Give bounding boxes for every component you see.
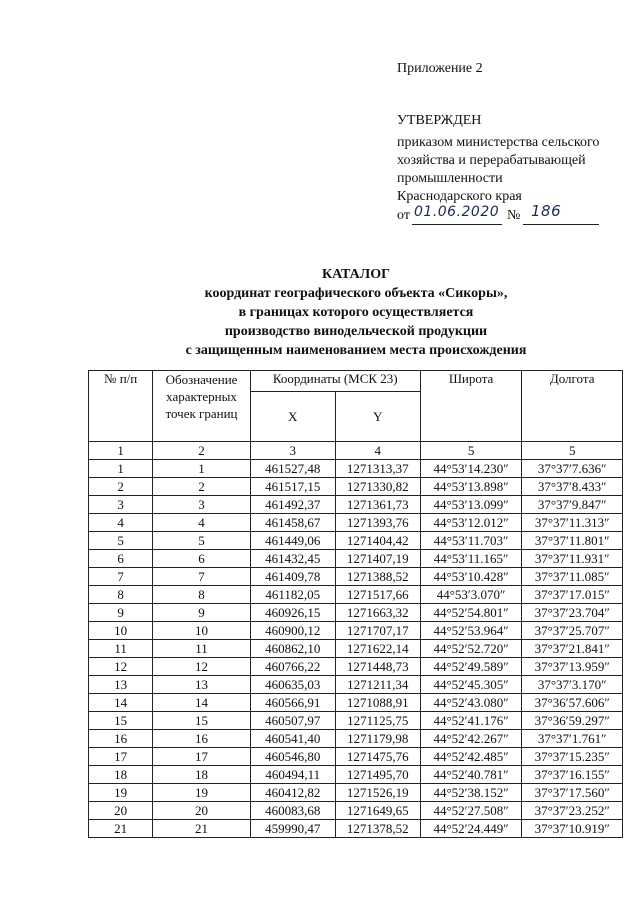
handwritten-number: 186 <box>531 202 562 220</box>
column-index: 4 <box>335 442 420 460</box>
row-number: 16 <box>89 730 153 748</box>
coord-x: 461527,48 <box>250 460 335 478</box>
coord-y: 1271448,73 <box>335 658 420 676</box>
row-number: 11 <box>89 640 153 658</box>
longitude: 37°37′3.170″ <box>522 676 623 694</box>
longitude: 37°37′11.313″ <box>522 514 623 532</box>
latitude: 44°53′10.428″ <box>420 568 522 586</box>
coord-x: 461517,15 <box>250 478 335 496</box>
row-number: 20 <box>89 802 153 820</box>
table-row <box>89 460 623 478</box>
row-number: 5 <box>89 532 153 550</box>
latitude: 44°53′13.099″ <box>420 496 522 514</box>
column-index: 3 <box>250 442 335 460</box>
header-y: Y <box>335 392 420 442</box>
row-number: 14 <box>89 694 153 712</box>
longitude: 37°37′11.085″ <box>522 568 623 586</box>
table-row <box>89 730 623 748</box>
latitude: 44°52′40.781″ <box>420 766 522 784</box>
longitude: 37°37′21.841″ <box>522 640 623 658</box>
latitude: 44°53′11.703″ <box>420 532 522 550</box>
heading-line: производство винодельческой продукции <box>224 324 488 339</box>
longitude: 37°37′7.636″ <box>522 460 623 478</box>
row-number: 21 <box>89 820 153 838</box>
row-number: 2 <box>89 478 153 496</box>
approved-title: УТВЕРЖДЕН <box>397 113 482 128</box>
latitude: 44°53′11.165″ <box>420 550 522 568</box>
coord-x: 461458,67 <box>250 514 335 532</box>
longitude: 37°37′23.252″ <box>522 802 623 820</box>
point-designation: 8 <box>153 586 250 604</box>
coord-y: 1271393,76 <box>335 514 420 532</box>
row-number: 19 <box>89 784 153 802</box>
latitude: 44°52′53.964″ <box>420 622 522 640</box>
table-row <box>89 820 623 838</box>
coord-y: 1271495,70 <box>335 766 420 784</box>
latitude: 44°53′12.012″ <box>420 514 522 532</box>
heading-line: с защищенным наименованием места происхождения <box>185 343 527 358</box>
row-number: 8 <box>89 586 153 604</box>
latitude: 44°52′38.152″ <box>420 784 522 802</box>
point-designation: 13 <box>153 676 250 694</box>
row-number: 12 <box>89 658 153 676</box>
row-number: 15 <box>89 712 153 730</box>
coord-y: 1271649,65 <box>335 802 420 820</box>
coord-y: 1271517,66 <box>335 586 420 604</box>
row-number: 18 <box>89 766 153 784</box>
longitude: 37°37′9.847″ <box>522 496 623 514</box>
longitude: 37°37′11.801″ <box>522 532 623 550</box>
appendix-label: Приложение 2 <box>397 61 483 76</box>
heading-line: в границах которого осуществляется <box>238 305 474 320</box>
longitude: 37°37′23.704″ <box>522 604 623 622</box>
coord-y: 1271663,32 <box>335 604 420 622</box>
longitude: 37°37′8.433″ <box>522 478 623 496</box>
coord-x: 461409,78 <box>250 568 335 586</box>
coord-y: 1271475,76 <box>335 748 420 766</box>
header-designation: Обозначение характерных точек границ <box>153 371 250 442</box>
date-prefix: от <box>397 208 410 223</box>
header-longitude: Долгота <box>522 371 623 442</box>
point-designation: 2 <box>153 478 250 496</box>
coord-y: 1271313,37 <box>335 460 420 478</box>
coord-x: 459990,47 <box>250 820 335 838</box>
latitude: 44°52′43.080″ <box>420 694 522 712</box>
table-row <box>89 784 623 802</box>
coord-y: 1271378,52 <box>335 820 420 838</box>
coord-y: 1271211,34 <box>335 676 420 694</box>
point-designation: 17 <box>153 748 250 766</box>
table-row <box>89 550 623 568</box>
number-underline <box>523 224 599 225</box>
table-row <box>89 748 623 766</box>
latitude: 44°52′49.589″ <box>420 658 522 676</box>
latitude: 44°52′42.485″ <box>420 748 522 766</box>
coord-y: 1271361,73 <box>335 496 420 514</box>
point-designation: 5 <box>153 532 250 550</box>
coord-x: 461449,06 <box>250 532 335 550</box>
longitude: 37°37′11.931″ <box>522 550 623 568</box>
row-number: 3 <box>89 496 153 514</box>
header-x: X <box>250 392 335 442</box>
coord-x: 461492,37 <box>250 496 335 514</box>
approval-line: хозяйства и перерабатывающей <box>397 153 586 168</box>
point-designation: 7 <box>153 568 250 586</box>
table-row <box>89 766 623 784</box>
point-designation: 14 <box>153 694 250 712</box>
coord-y: 1271179,98 <box>335 730 420 748</box>
point-designation: 16 <box>153 730 250 748</box>
point-designation: 11 <box>153 640 250 658</box>
heading-title: КАТАЛОГ <box>321 267 390 282</box>
coord-x: 460494,11 <box>250 766 335 784</box>
row-number: 7 <box>89 568 153 586</box>
approval-line: приказом министерства сельского <box>397 135 600 150</box>
coord-y: 1271388,52 <box>335 568 420 586</box>
order-date-number <box>397 202 599 229</box>
coord-x: 460083,68 <box>250 802 335 820</box>
longitude: 37°37′1.761″ <box>522 730 623 748</box>
longitude: 37°37′16.155″ <box>522 766 623 784</box>
column-index: 5 <box>420 442 522 460</box>
approval-line: промышленности <box>397 171 503 186</box>
point-designation: 6 <box>153 550 250 568</box>
coord-y: 1271404,42 <box>335 532 420 550</box>
catalog-heading <box>100 265 612 360</box>
point-designation: 20 <box>153 802 250 820</box>
row-number: 6 <box>89 550 153 568</box>
coord-x: 460900,12 <box>250 622 335 640</box>
longitude: 37°36′59.297″ <box>522 712 623 730</box>
coord-x: 460635,03 <box>250 676 335 694</box>
table-row <box>89 712 623 730</box>
approval-line: Краснодарского края <box>397 189 522 204</box>
longitude: 37°37′13.959″ <box>522 658 623 676</box>
coordinates-table <box>88 370 623 838</box>
table-row <box>89 532 623 550</box>
table-row <box>89 478 623 496</box>
table-row <box>89 658 623 676</box>
latitude: 44°53′3.070″ <box>420 586 522 604</box>
table-row <box>89 802 623 820</box>
heading-line: координат географического объекта «Сикоры», <box>204 286 508 301</box>
column-index: 5 <box>522 442 623 460</box>
coord-y: 1271707,17 <box>335 622 420 640</box>
row-number: 17 <box>89 748 153 766</box>
table-row <box>89 604 623 622</box>
coord-y: 1271526,19 <box>335 784 420 802</box>
longitude: 37°37′25.707″ <box>522 622 623 640</box>
coord-y: 1271622,14 <box>335 640 420 658</box>
coord-x: 460541,40 <box>250 730 335 748</box>
date-underline <box>412 224 502 225</box>
table-row <box>89 568 623 586</box>
coord-x: 461432,45 <box>250 550 335 568</box>
handwritten-date: 01.06.2020 <box>414 204 500 220</box>
row-number: 10 <box>89 622 153 640</box>
point-designation: 10 <box>153 622 250 640</box>
latitude: 44°52′24.449″ <box>420 820 522 838</box>
coord-x: 460546,80 <box>250 748 335 766</box>
longitude: 37°37′17.015″ <box>522 586 623 604</box>
coord-x: 460862,10 <box>250 640 335 658</box>
longitude: 37°36′57.606″ <box>522 694 623 712</box>
point-designation: 15 <box>153 712 250 730</box>
table-row <box>89 496 623 514</box>
coord-y: 1271088,91 <box>335 694 420 712</box>
point-designation: 18 <box>153 766 250 784</box>
table-row <box>89 586 623 604</box>
latitude: 44°52′27.508″ <box>420 802 522 820</box>
column-index: 2 <box>153 442 250 460</box>
latitude: 44°53′13.898″ <box>420 478 522 496</box>
row-number: 4 <box>89 514 153 532</box>
point-designation: 9 <box>153 604 250 622</box>
coord-y: 1271407,19 <box>335 550 420 568</box>
header-number: № п/п <box>89 371 153 442</box>
table-row <box>89 676 623 694</box>
latitude: 44°52′41.176″ <box>420 712 522 730</box>
longitude: 37°37′10.919″ <box>522 820 623 838</box>
coord-y: 1271330,82 <box>335 478 420 496</box>
point-designation: 19 <box>153 784 250 802</box>
longitude: 37°37′17.560″ <box>522 784 623 802</box>
latitude: 44°52′45.305″ <box>420 676 522 694</box>
point-designation: 21 <box>153 820 250 838</box>
point-designation: 4 <box>153 514 250 532</box>
coord-x: 461182,05 <box>250 586 335 604</box>
row-number: 1 <box>89 460 153 478</box>
latitude: 44°52′52.720″ <box>420 640 522 658</box>
latitude: 44°53′14.230″ <box>420 460 522 478</box>
longitude: 37°37′15.235″ <box>522 748 623 766</box>
latitude: 44°52′54.801″ <box>420 604 522 622</box>
coord-x: 460766,22 <box>250 658 335 676</box>
row-number: 13 <box>89 676 153 694</box>
coord-x: 460412,82 <box>250 784 335 802</box>
header-latitude: Широта <box>420 371 522 442</box>
table-row <box>89 640 623 658</box>
row-number: 9 <box>89 604 153 622</box>
coord-x: 460926,15 <box>250 604 335 622</box>
coord-y: 1271125,75 <box>335 712 420 730</box>
latitude: 44°52′42.267″ <box>420 730 522 748</box>
number-prefix: № <box>507 208 521 223</box>
table-row <box>89 694 623 712</box>
coord-x: 460507,97 <box>250 712 335 730</box>
table-row <box>89 514 623 532</box>
point-designation: 12 <box>153 658 250 676</box>
table-row <box>89 622 623 640</box>
point-designation: 1 <box>153 460 250 478</box>
column-index: 1 <box>89 442 153 460</box>
approval-block <box>397 112 599 229</box>
column-index-row <box>89 442 623 460</box>
header-coordinates: Координаты (МСК 23) <box>250 371 420 392</box>
coord-x: 460566,91 <box>250 694 335 712</box>
point-designation: 3 <box>153 496 250 514</box>
